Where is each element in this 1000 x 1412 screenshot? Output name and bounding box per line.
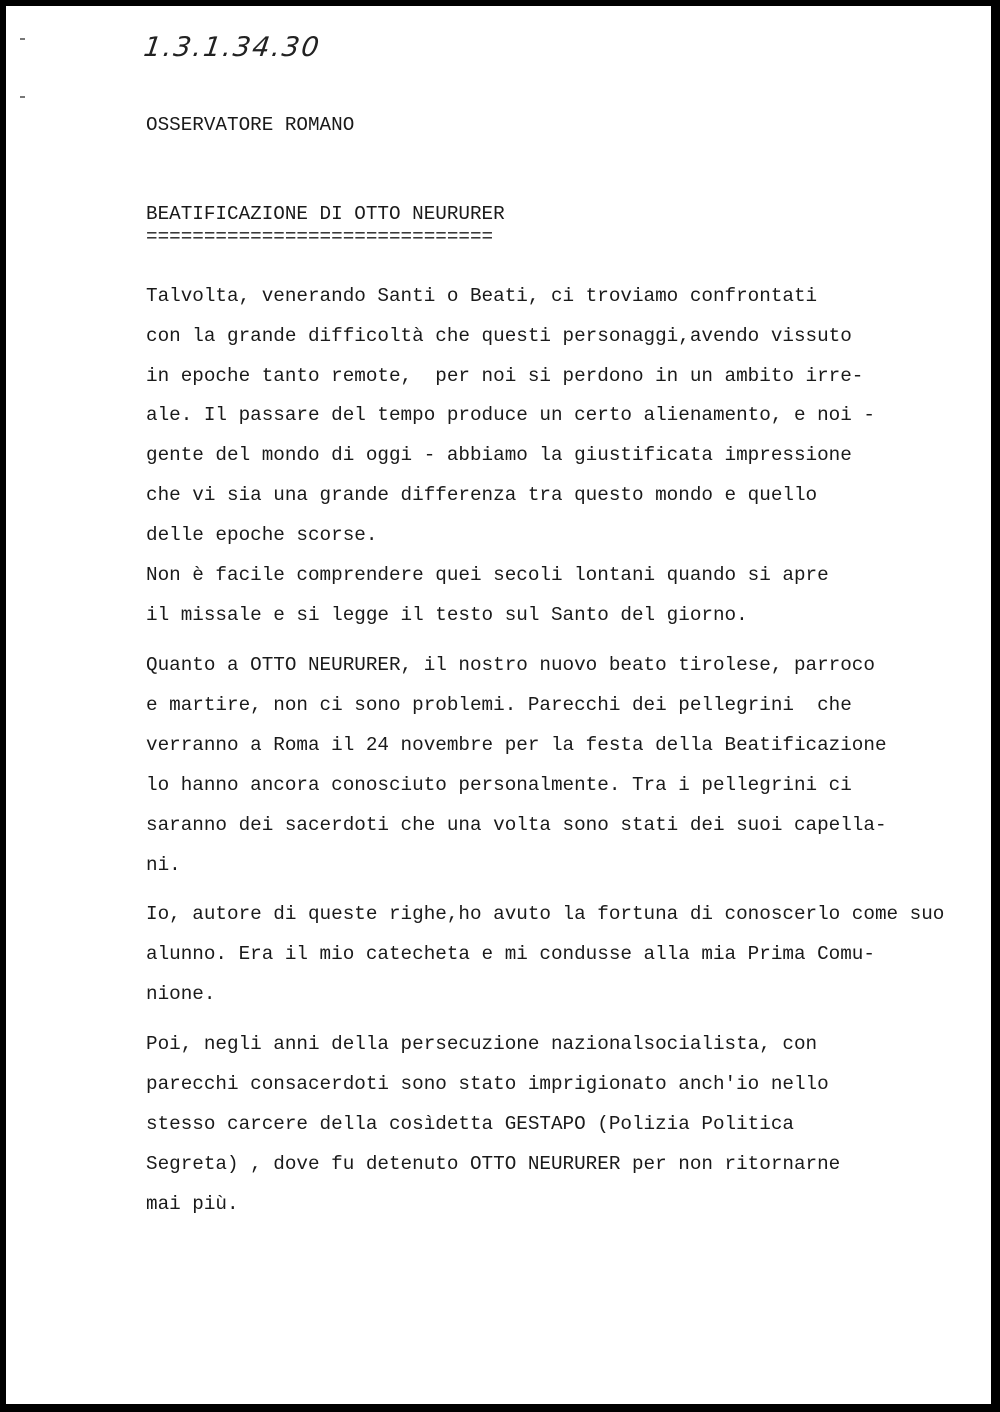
- body-line: lo hanno ancora conosciuto personalmente. Tra i pellegrini ci: [146, 774, 852, 796]
- body-line: Io, autore di queste righe,ho avuto la fortuna di conoscerlo come suo: [146, 903, 945, 925]
- body-line: in epoche tanto remote, per noi si perdono in un ambito irre-: [146, 365, 864, 387]
- body-line: ale. Il passare del tempo produce un certo alienamento, e noi -: [146, 404, 875, 426]
- body-line: nione.: [146, 983, 216, 1005]
- body-line: che vi sia una grande differenza tra questo mondo e quello: [146, 484, 818, 506]
- archive-number: 1.3.1.34.30: [141, 32, 323, 63]
- margin-mark: [20, 96, 25, 98]
- body-line: parecchi consacerdoti sono stato imprigionato anch'io nello: [146, 1073, 829, 1095]
- body-line: alunno. Era il mio catecheta e mi condusse alla mia Prima Comu-: [146, 943, 875, 965]
- body-line: Poi, negli anni della persecuzione nazionalsocialista, con: [146, 1033, 818, 1055]
- body-line: gente del mondo di oggi - abbiamo la giustificata impressione: [146, 444, 852, 466]
- title-underline: ==============================: [146, 226, 494, 248]
- body-line: il missale e si legge il testo sul Santo del giorno.: [146, 604, 748, 626]
- body-line: Talvolta, venerando Santi o Beati, ci troviamo confrontati: [146, 285, 818, 307]
- body-line: verranno a Roma il 24 novembre per la festa della Beatificazione: [146, 734, 887, 756]
- document-page: [6, 6, 991, 1404]
- body-line: stesso carcere della cosìdetta GESTAPO (Polizia Politica: [146, 1113, 794, 1135]
- body-line: Non è facile comprendere quei secoli lontani quando si apre: [146, 564, 829, 586]
- body-line: ni.: [146, 854, 181, 876]
- body-line: e martire, non ci sono problemi. Parecchi dei pellegrini che: [146, 694, 852, 716]
- body-line: Quanto a OTTO NEURURER, il nostro nuovo beato tirolese, parroco: [146, 654, 875, 676]
- body-line: delle epoche scorse.: [146, 524, 378, 546]
- margin-mark: [20, 38, 25, 40]
- body-line: Segreta) , dove fu detenuto OTTO NEURURER per non ritornarne: [146, 1153, 841, 1175]
- body-line: mai più.: [146, 1193, 239, 1215]
- document-title: BEATIFICAZIONE DI OTTO NEURURER: [146, 203, 505, 225]
- publication-name: OSSERVATORE ROMANO: [146, 114, 355, 136]
- body-line: con la grande difficoltà che questi personaggi,avendo vissuto: [146, 325, 852, 347]
- body-line: saranno dei sacerdoti che una volta sono stati dei suoi capella-: [146, 814, 887, 836]
